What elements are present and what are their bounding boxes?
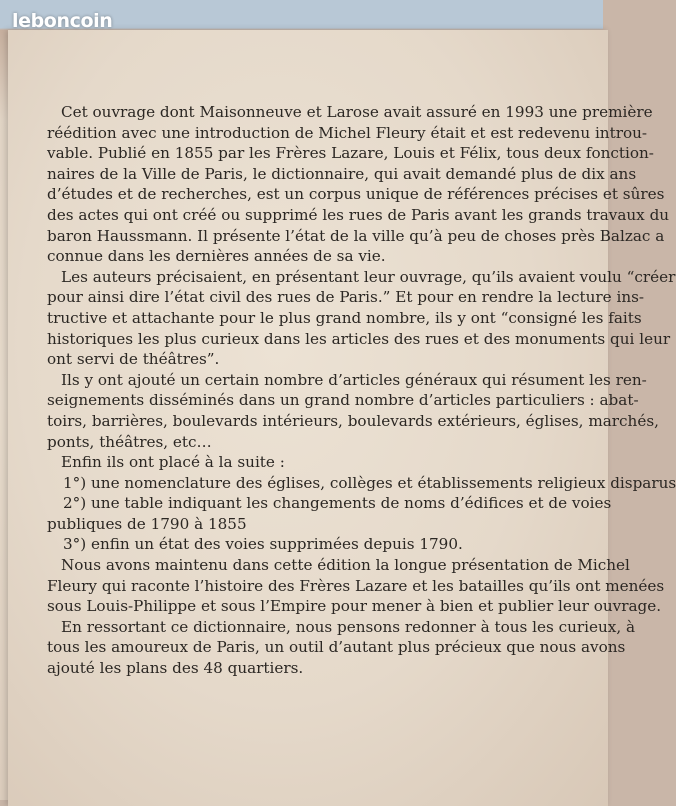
text-line: naires de la Ville de Paris, le dictionnaire, qui avait demandé plus de dix ans bbox=[47, 164, 637, 183]
text-line: 1°) une nomenclature des églises, collèges et établissements religieux disparus bbox=[63, 473, 676, 492]
text-line: seignements disséminés dans un grand nombre d’articles particuliers : abat- bbox=[47, 391, 639, 410]
text-line: connue dans les dernières années de sa vie. bbox=[47, 247, 386, 266]
text-line: ponts, théâtres, etc… bbox=[47, 432, 212, 451]
text-line: tous les amoureux de Paris, un outil d’autant plus précieux que nous avons bbox=[47, 638, 626, 657]
leboncoin-watermark: leboncoin bbox=[12, 10, 113, 32]
text-line: d’études et de recherches, est un corpus unique de références précises et sûres bbox=[47, 185, 665, 204]
text-line: vable. Publié en 1855 par les Frères Lazare, Louis et Félix, tous deux fonction- bbox=[47, 144, 654, 163]
text-line: En ressortant ce dictionnaire, nous pensons redonner à tous les curieux, à bbox=[61, 617, 636, 636]
text-line: toirs, barrières, boulevards intérieurs, boulevards extérieurs, églises, marchés, bbox=[47, 411, 659, 430]
text-line: réédition avec une introduction de Michel Fleury était et est redevenu introu- bbox=[47, 123, 648, 142]
text-line: des actes qui ont créé ou supprimé les rues de Paris avant les grands travaux du bbox=[47, 205, 670, 224]
text-line: historiques les plus curieux dans les articles des rues et des monuments qui leur bbox=[47, 329, 671, 348]
text-line: ajouté les plans des 48 quartiers. bbox=[47, 659, 304, 678]
text-line: baron Haussmann. Il présente l’état de la ville qu’à peu de choses près Balzac a bbox=[47, 226, 665, 245]
text-line: Ils y ont ajouté un certain nombre d’articles généraux qui résument les ren- bbox=[61, 370, 647, 389]
text-line: Les auteurs précisaient, en présentant leur ouvrage, qu’ils avaient voulu “créer bbox=[61, 267, 676, 286]
text-line: ont servi de théâtres”. bbox=[47, 350, 220, 369]
text-line: 2°) une table indiquant les changements de noms d’édifices et de voies bbox=[63, 494, 612, 513]
text-line: Nous avons maintenu dans cette édition la longue présentation de Michel bbox=[61, 556, 630, 575]
text-line: 3°) enfin un état des voies supprimées depuis 1790. bbox=[63, 535, 463, 554]
text-line: sous Louis-Philippe et sous l’Empire pour mener à bien et publier leur ouvrage. bbox=[47, 597, 662, 616]
text-line: Fleury qui raconte l’histoire des Frères Lazare et les batailles qu’ils ont menées bbox=[47, 576, 665, 595]
page-text bbox=[47, 102, 676, 679]
text-line: tructive et attachante pour le plus grand nombre, ils y ont “consigné les faits bbox=[47, 308, 642, 327]
text-line: Cet ouvrage dont Maisonneuve et Larose avait assuré en 1993 une première bbox=[61, 103, 653, 121]
text-line: publiques de 1790 à 1855 bbox=[47, 514, 247, 533]
text-line: Enfin ils ont placé à la suite : bbox=[61, 453, 285, 472]
text-line: pour ainsi dire l’état civil des rues de Paris.” Et pour en rendre la lecture ins- bbox=[47, 288, 645, 307]
